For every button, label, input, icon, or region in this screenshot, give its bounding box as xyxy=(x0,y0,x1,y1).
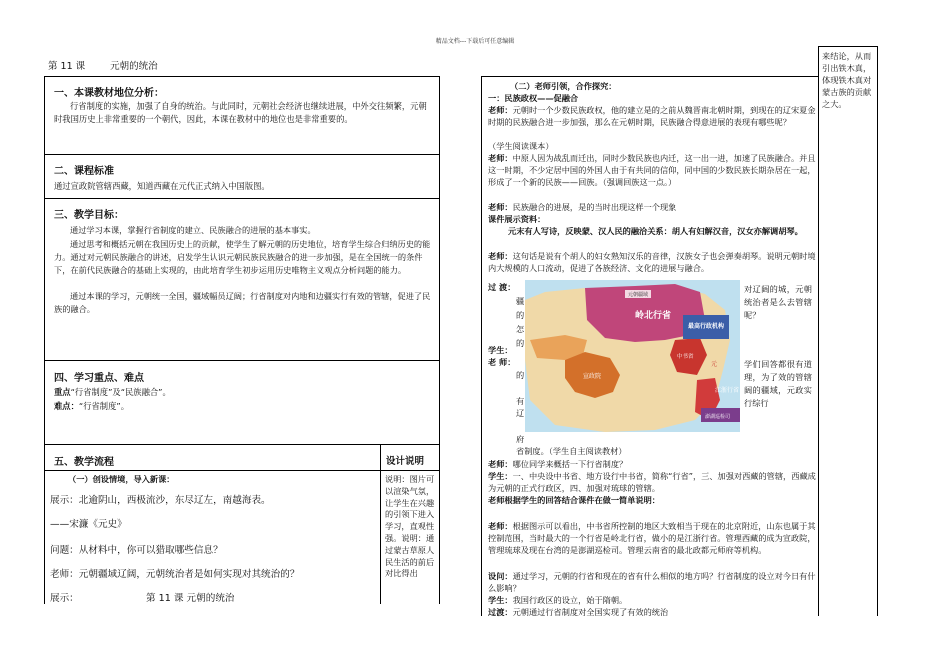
table-border-top xyxy=(481,76,819,77)
teacher-para xyxy=(488,250,818,274)
transition-label: 过 渡： xyxy=(488,282,516,292)
lesson-number: 第 11 课 xyxy=(48,61,86,72)
speaker-label: 老师： xyxy=(488,202,513,212)
teacher-text: 老师：元朝疆域辽阔，元朝统治者是如何实现对其统治的？ xyxy=(50,569,300,580)
table-border-top xyxy=(818,46,878,47)
topic-heading: 一：民族政权——促融合 xyxy=(488,93,579,103)
wrap-char: 有 xyxy=(516,396,525,406)
divider-vertical xyxy=(380,444,381,604)
lesson-heading xyxy=(48,58,158,72)
label-xuanzheng: 宣政院 xyxy=(583,373,602,380)
yuan-dynasty-map xyxy=(525,280,740,432)
subsection-head: （二）老师引领，合作探究： xyxy=(510,81,617,91)
section-text: 通过宣政院管辖西藏，知道西藏在元代正式纳入中国版图。 xyxy=(54,181,270,191)
speaker-label: 老师： xyxy=(488,521,513,531)
para-text: 这句话是说有个胡人的妇女熟知汉乐的音律，汉族女子也会弹奏胡琴。说明元朝时境内大规模的人口流动，促进了各族经济、文化的进展与融合。 xyxy=(488,251,816,274)
wrap-char: 的 xyxy=(516,370,525,380)
para-text: 民族融合的进展，是的当时出现这样一个现象 xyxy=(512,202,677,212)
summary-note: 老师根据学生的回答结合课件在做一简单说明： xyxy=(488,495,660,505)
table-border-right xyxy=(877,46,878,616)
para-text: 我国行政区的设立，始于隋朝。 xyxy=(512,595,628,605)
section-title: 一、本课教材地位分析： xyxy=(54,88,164,99)
label-zhongshu: 中书省 xyxy=(677,354,694,360)
teacher-para xyxy=(488,152,818,189)
objective-paragraph: 通过思考和概括元朝在我国历史上的贡献，使学生了解元朝的历史地位，培育学生综合归纳历史的能力。通过对元朝民族融合的讲述，启发学生认识元朝民族民族融合的进一步加强，是在全国统一的条件下，在前代民族融合的基础上实现的，由此培育学生初步运用历史唯物主义观点分析问题的能力。 xyxy=(54,239,431,276)
para-text: 通过学习，元朝的行省和现在的省有什么相似的地方吗？行省制度的设立对今日有什么影响？ xyxy=(488,571,816,594)
difficult-label: 难点： xyxy=(54,401,79,411)
label-jiangzhe: 江浙行省 xyxy=(715,387,740,394)
wrap-char: 的 xyxy=(516,338,525,348)
speaker-label: 老师： xyxy=(488,153,513,163)
right-column-note: 来结论，从而引出铁木真，体现铁木真对蒙古族的贡献之大。 xyxy=(822,51,872,109)
table-border-top xyxy=(44,76,440,77)
teacher-label: 老 师： xyxy=(488,357,516,367)
speaker-label: 学生： xyxy=(488,595,513,605)
show-text: 展示：北逾阴山，西极流沙，东尽辽左，南越海表。 xyxy=(50,495,271,506)
teacher-wrap-text: 学们回答都很有道理，为了效的管辖阔的疆域，元政实行综行 xyxy=(744,359,812,408)
speaker-label: 学生： xyxy=(488,471,513,481)
divider xyxy=(44,360,440,361)
lesson-repeat: 第 11 课 元朝的统治 xyxy=(146,593,235,604)
table-border-right xyxy=(439,76,440,604)
section-title: 四、学习重点、难点 xyxy=(54,373,144,384)
key-text: “行省制度”及“民族融合”。 xyxy=(70,387,171,397)
label-lingbei: 岭北行省 xyxy=(635,311,672,321)
para-text: 哪位同学来概括一下行省制度？ xyxy=(512,459,628,469)
wrap-char: 辽 xyxy=(516,408,525,418)
section-title: 五、教学流程 xyxy=(54,457,114,468)
courseware-label: 课件展示资料： xyxy=(488,214,546,224)
wrap-char: 怎 xyxy=(516,324,525,334)
para-text: 元朝时一个少数民族政权，他的建立是的之前从魏晋南北朝时期，到现在的辽宋夏金时期的民族融合进一步加强，那么在元朝时期，民族融合得意进展的表现有哪些呢？ xyxy=(488,105,816,128)
para-text: 中原人因为战乱而迁出，同时少数民族也内迁，这一出一进，加速了民族融合。并且这一时期，不少定居中国的外国人由于有共同的信仰，同中国的少数民族长期杂居在一起，形成了一个新的民族——回族。（强调回族这一点。） xyxy=(488,153,816,188)
key-point xyxy=(54,386,434,399)
table-border-left xyxy=(44,76,45,604)
show-text-2: 展示： xyxy=(50,593,79,604)
speaker-label: 老师： xyxy=(488,105,513,115)
teacher-para xyxy=(488,104,818,128)
para-text: 根据图示可以看出，中书省所控制的地区大致相当于现在的北京附近，山东也属于其控制范围，当时最大的一个行省是岭北行省，做小的是江浙行省。管理西藏的成为宣政院，管理琉球及现在台湾的是澎湖巡检司。管理云南省的最北政都元师府等机构。 xyxy=(488,521,816,556)
section-title: 三、教学目标： xyxy=(54,210,124,221)
para-text: 一、中央设中书省、地方设行中书省，简称“行省”，三、加强对西藏的管辖，西藏成为元朝的正式行政区，四、加强对琉球的管辖。 xyxy=(488,471,816,494)
objective-paragraph: 通过本课的学习，元朝统一全国，疆域幅员辽阔；行省制度对内地和边疆实行有效的管辖，促进了民族的融合。 xyxy=(54,291,431,315)
transition-wrap-text: 对辽阔的城，元朝统治者是么去管辖呢？ xyxy=(744,284,812,320)
step-title: （一）创设情境，导入新课： xyxy=(68,474,175,484)
section-text: 行省制度的实施，加强了自身的统治。与此同时，元朝社会经济也继续进展，中外交往频繁，元朝时我国历史上非常重要的一个朝代，因此，本课在教材中的地位也是非常重要的。 xyxy=(54,101,427,124)
key-label: 重点 xyxy=(54,387,71,397)
design-column-title: 设计说明 xyxy=(386,456,425,467)
callout-label: 最高行政机构 xyxy=(687,323,725,330)
divider-vertical xyxy=(818,46,819,616)
poem-quote: 元末有人写诗，反映蒙、汉人民的融洽关系：胡人有妇解汉音，汉女亦解调胡琴。 xyxy=(508,226,803,236)
sheng-text: 省制度。（学生自主阅读教材） xyxy=(516,446,627,456)
speaker-label: 老师： xyxy=(488,251,513,261)
question-text: 问题：从材料中，你可以猎取哪些信息？ xyxy=(50,545,223,556)
lesson-title: 元朝的统治 xyxy=(110,61,158,72)
student-label: 学生： xyxy=(488,345,513,355)
divider xyxy=(44,198,440,199)
read-note: （学生阅读课本） xyxy=(488,141,554,151)
para-text: 元朝通过行省制度对全国实现了有效的统治 xyxy=(512,607,669,617)
teacher-para xyxy=(488,201,818,213)
wrap-char: 疆 xyxy=(516,296,525,306)
difficult-text: “行省制度”。 xyxy=(78,401,129,411)
map-title: 元朝疆域 xyxy=(627,292,649,298)
table-border-left xyxy=(481,76,482,616)
wrap-char: 府 xyxy=(516,434,525,444)
design-note: 说明：图片可以渲染气氛，让学生在兴趣的引领下进入学习，直观性强。说明：通过蒙古草原人民生活的前后对比得出 xyxy=(385,474,435,579)
divider xyxy=(44,154,440,155)
difficult-point xyxy=(54,400,434,413)
speaker-label: 设问： xyxy=(488,571,513,581)
wrap-char: 的 xyxy=(516,310,525,320)
speaker-label: 老师： xyxy=(488,459,513,469)
objective-paragraph: 通过学习本课，掌握行省制度的建立、民族融合的进展的基本事实。 xyxy=(70,225,316,235)
speaker-label: 过渡： xyxy=(488,607,513,617)
label-yuan: 元 xyxy=(711,361,718,368)
section-title: 二、课程标准 xyxy=(54,166,114,177)
label-penghu: 澎湖巡检司 xyxy=(705,414,731,420)
page-header: 精品文档---下载后可任意编辑 xyxy=(435,38,515,45)
source-text: ——宋濂《元史》 xyxy=(50,519,127,530)
